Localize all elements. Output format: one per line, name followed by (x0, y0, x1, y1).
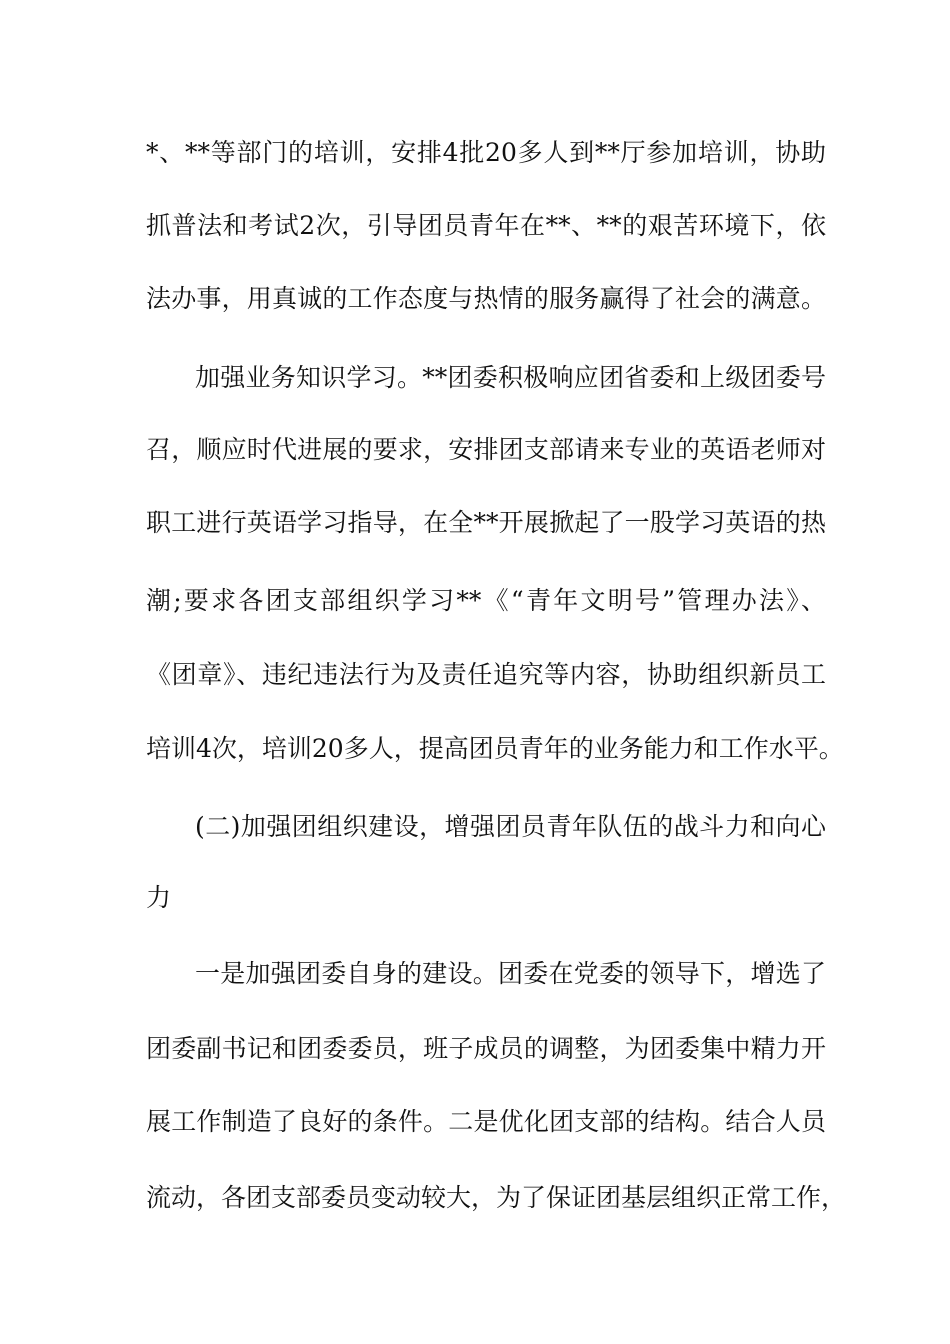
paragraph-first-line: 一是加强团委自身的建设。团委在党委的领导下，增选了 (195, 959, 826, 988)
paragraph-first-line: 加强业务知识学习。**团委积极响应团省委和上级团委号 (195, 363, 826, 392)
text-line: *、**等部门的培训，安排4批20多人到**厅参加培训，协助 (146, 138, 826, 167)
text-line: 流动，各团支部委员变动较大，为了保证团基层组织正常工作， (146, 1183, 847, 1212)
text-line: 团委副书记和团委委员，班子成员的调整，为团委集中精力开 (146, 1034, 826, 1063)
text-line: 职工进行英语学习指导，在全**开展掀起了一股学习英语的热 (146, 508, 826, 537)
text-line: 召，顺应时代进展的要求，安排团支部请来专业的英语老师对 (146, 435, 826, 464)
text-line: 展工作制造了良好的条件。二是优化团支部的结构。结合人员 (146, 1107, 826, 1136)
text-line: 抓普法和考试2次，引导团员青年在**、**的艰苦环境下，依 (146, 211, 826, 240)
text-line: 培训4次，培训20多人，提高团员青年的业务能力和工作水平。 (146, 734, 844, 763)
text-line: 法办事，用真诚的工作态度与热情的服务赢得了社会的满意。 (146, 284, 826, 313)
section-heading: (二)加强团组织建设，增强团员青年队伍的战斗力和向心 (195, 812, 826, 841)
text-line: 《团章》、违纪违法行为及责任追究等内容，协助组织新员工 (146, 660, 826, 689)
section-heading-continued: 力 (146, 883, 172, 912)
text-line: 潮;要求各团支部组织学习**《“青年文明号”管理办法》、 (146, 586, 826, 615)
